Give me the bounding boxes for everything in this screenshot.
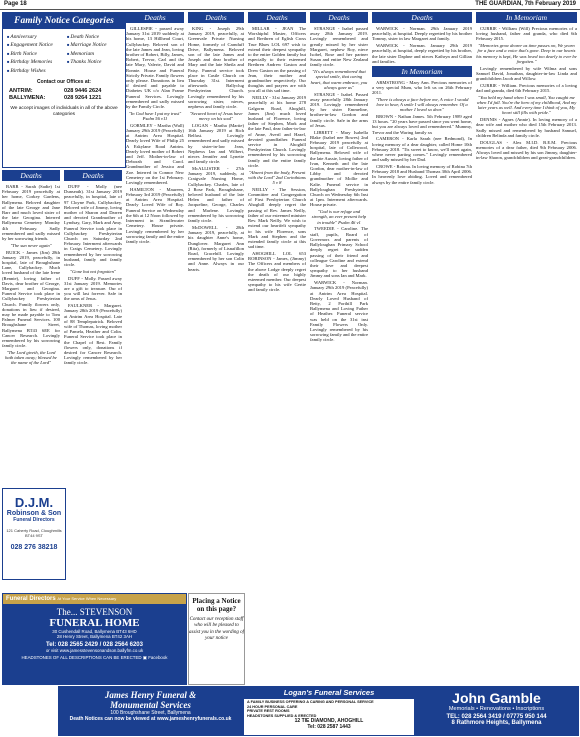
notice-mcallister: McALLISTER - 27th January 2019, suddenly, at Craigvale Nursing Home, Cullybackey. Charles, late of 2 Rose Park, Broughshane, beloved husband of the late Helen and father of Jacqueline, George, Charles and Marlene. Lovingly remembered by his sorrowing family circle. xyxy=(188,166,244,224)
ad-name-1: The... STEVENSON xyxy=(56,607,133,617)
page-number: Page 18 xyxy=(4,1,27,7)
ad-subname: Robinson & Son xyxy=(6,510,62,517)
ad-address: 100 Broughshane Street, Ballymena xyxy=(110,710,191,716)
james-henry-ad xyxy=(58,686,243,736)
notice-currie-family: Lovingly remembered by wife Wilma and sons Samuel David, Jonathan, daughter-in-law Linda and grandchildren Jacob and Willow. xyxy=(476,65,577,82)
notice-strange-2: STRANGE - Isabel. Passed away peacefully 28th January 2019. Lovingly remembered by her sister Emmeline, brother-in-law Gordon and family circle. Safe in the arms of Jesus. xyxy=(310,91,368,128)
notice-currie: CURRIE - William (Will) Precious memories of a loving husband, father and granda, who died 6th February 2015. xyxy=(476,26,577,42)
category-item: ■ Marriage Notice xyxy=(67,41,123,49)
contact-line: Contact our Offices at: xyxy=(37,79,91,86)
family-notice-categories-box xyxy=(2,12,126,168)
notice-duff-2: DUFF - Molly. Passed away 31st January 2019. Memories are a gift to treasure. Our of you will last forever. Safe in the arms of Jesus. xyxy=(64,275,122,302)
facebook-icon: ▣ xyxy=(142,654,147,660)
column-8 xyxy=(476,12,577,682)
verse: "There is always a face before me, A voice I would love to hear, A smile I will always remember. Of a mother I loved so dear." xyxy=(375,96,469,113)
notice-strange: STRANGE - Isabel passed away 28th January 2019. Lovingly remembered and greatly missed by her sister Margaret, nephew Roy, niece Isobel, Rose and her partner Susan and entire New Zealand family circle. xyxy=(310,26,368,68)
deaths-header: Deaths xyxy=(310,12,368,23)
ad-name-1: James Henry Funeral & xyxy=(104,690,197,700)
notice-librett: LIBRETT - Mary Isabella Blake (Isabel nee Bowes) 2nd February 2019 peacefully at hospital, late of Collewood, Ballymena. Beloved wife of the late Aussie, loving father of Ivan, Kenneth and the late Gordon, dear mother-in-law of Libby and devoted grandmother of Mollie and Kalie. Funeral service in Ballyloughan Presbyterian Church on Wednesday 6th Inst at 1pm. Interment afterwards. House private. xyxy=(310,129,368,208)
notice-barr: BARR - Sarah (Sadie) 1st February 2019 peacefully at her home, Corkey Gardens, Ballymena. Beloved daughter of the late George and Jane Barr and much loved sister of the late Georgina. Interred Ballymena Cemetery Monday 4th February. Sadly remembered and sadly missed by her sorrowing friends. xyxy=(2,184,60,242)
placing-title: Placing a Notice on this page? xyxy=(192,597,241,613)
category-item: ■ Thanks Notice xyxy=(67,58,123,66)
category-item: ■ Birthday Memories xyxy=(7,58,63,66)
category-list-left xyxy=(7,33,63,75)
ad-item: PRIVATE REST ROOMS xyxy=(247,709,290,714)
notice-crowe: CROWE - Robina. In loving memory of Robina 7th February 2018 and Husband Thomas 30th April 2006. In heavenly love abiding. Loved and remembered always by the entire family circle. xyxy=(372,164,472,185)
deaths-header: Deaths xyxy=(372,12,472,23)
antrim-phone: 028 9446 2624 xyxy=(64,88,102,95)
notice-cameron: CAMERON - Karla Sarah (nee Redmond), In loving memory of a dear daughter, called Home 10th February 2018. "Tis sweet to know, we'll meet again, where never parting comes." Lovingly remembered and sadly missed by her Dad. xyxy=(372,136,472,163)
deaths-header: Deaths xyxy=(248,12,306,23)
verse: "The sun never again" xyxy=(10,242,52,248)
notice-brown: BROWN - Nathan James. 5th February 1989 aged 13 hours. "20 years have passed since you went home, but you are always loved and remembered." Mummy, Trevor and the Waring family xx xyxy=(372,114,472,135)
category-item: ■ Memoriam xyxy=(67,50,123,58)
notice-warwick-3: WARWICK - Norman. January 29th 2019 peacefully, at hospital, deeply regretted by his brother, the late sister Daphne and nieces Kathryn and Gillian and families. xyxy=(372,43,472,64)
ad-subtitle: Memorials • Renovations • Inscriptions xyxy=(448,706,545,712)
notice-currie-2: CURRIE - William. Precious memories of a loving dad and granda, died 6th February 2015. xyxy=(476,82,577,94)
ad-phone: Tel: 028 2565 2429 / 028 2564 6203 xyxy=(46,641,143,648)
in-memoriam-header: In Memoriam xyxy=(476,12,577,23)
ad-footer-text: HEADSTONES OF ALL DESCRIPTIONS CAN BE ERECTED xyxy=(21,654,142,660)
deaths-header: Deaths xyxy=(2,170,60,181)
images-note: We accept images of individuals in all of the above categories xyxy=(10,106,118,117)
category-item: ■ Death Notice xyxy=(67,33,123,41)
ad-name: D.J.M. xyxy=(14,495,54,510)
verse: "It's always remembered that special smile, that caring heart, that warm embrace, you always gave us" xyxy=(310,69,368,90)
notice-millar: MILLAR - JEAN The Worshipful Master, Officers and Brethren of Eglish Cross True Blues LOL 697 wish to extend their deepest sympathy to the entire Golden family but especially to their esteemed Brethren Andrew Gaston and Drew Gaston on the passing of Jean, their mother and grandmother respectively. Our thoughts and prayers are with you all at this sad time. xyxy=(248,26,306,94)
ad-name-2: FUNERAL HOME xyxy=(49,617,140,629)
notice-faulkner: FAULKNER - Margaret. January 28th 2019 (Peacefully) at Antrim Area Hospital. Late of 88 Templepatrick. Beloved wife of Thomas, loving mother of Pamela, Heather and Colin. Funeral Service took place in the Chapel of Rest. Family flowers only, donations if desired for Cancer Research. Lovingly remembered by her family circle. xyxy=(64,303,122,366)
deaths-header: Deaths xyxy=(188,12,244,23)
ad-phone: TEL: 028 2564 3419 / 07775 950 144 xyxy=(446,714,547,720)
notice-armstrong: ARMSTRONG - Mary Ann. Precious memories of a very special Mum, who left us on 26th February 2011. xyxy=(372,79,472,96)
notice-warwick: WARWICK - Norman. January 29th 2019 (Peacefully) at Antrim Area Hospital. Dearly Loved Husband of Betty, 2 Porthill Park Ballymena and Loving Father of Heather. Funeral service was held on the 31st inst Family Flowers Only. Lovingly remembered by his sorrowing family and the entire family circle. xyxy=(310,280,368,343)
ad-address: 121 Caherty Road, Cloughmills BT44 9ST xyxy=(6,528,62,538)
verse: "Memories grow dearer as time passes on, We yearn for a face and a voice that's gone. Deep in our hearts his memory is kept, He was loved too dearly to ever be forgotten." xyxy=(476,43,577,64)
notice-king: KING - Joseph 29th January 2019, peacefully, at Greenvale Private Nursing Home, formerly of Carnduff Drive, Ballymena. Beloved son of the late James and Joseph and dear brother of Mary and the late Sheila and Patsy. Funeral service took place in Castle Church on Thursday 31st. Interment afterwards Ballyclug Presbyterian Church. Lovingly remembered by his sorrowing sister, nieces, nephews and family circle. xyxy=(188,26,244,110)
publication-date: THE GUARDIAN, 7th February 2019 xyxy=(475,1,576,7)
notice-douglas: DOUGLAS - Alex M.I.D. B.E.M. Precious memories of a dear father, died 9th February 2006. Always loved and missed by his son Jimmy, daughter-in-law Sharon, grandchildren and great-grandchildren. xyxy=(476,139,577,161)
verse: "In God have I put my trust" Psalm 56 v11 xyxy=(128,110,182,122)
verse: "Gone but not forgotten" xyxy=(70,268,116,274)
category-item: ■ Engagement Notice xyxy=(7,41,63,49)
notice-warwick-2: WARWICK - Norman. 29th January 2019 peacefully, at hospital. Deeply regretted by his brother Tommy, sister in law Margaret and family. xyxy=(372,26,472,42)
john-gamble-ad xyxy=(414,686,579,736)
facebook-label: Facebook xyxy=(148,654,168,660)
placing-body: Contact our reception staff who will be pleased to assist you in the wording of your notice xyxy=(189,617,244,642)
ad-item: 24 HOUR PERSONAL CARE xyxy=(247,704,298,709)
antrim-label: ANTRIM: xyxy=(9,88,33,95)
ad-phone: Tel: 028 2587 1443 xyxy=(307,724,351,731)
notice-gillespie: GILLESPIE - passed away January 31st 2019 suddenly at his home, 13 Hillhead Court, Cullybackey. Beloved son of the late James and Jean, loving brother of Robert, Billy, James, Robert, Trevor, Carl and the late Mary, Valerie, David and Ronnie. House and Funeral Strictly Private. Family flowers only please. Donations in lieu if desired and payable to Diabetes UK c/o Alan Frame Funeral Services. Lovingly remembered and sadly missed by the Family Circle. xyxy=(126,26,184,110)
page-header xyxy=(0,0,580,10)
deaths-header: Deaths xyxy=(64,170,122,181)
notice-buick: BUICK - James (Jim) 28th January 2019, peacefully, in hospital, late of Broughshane Lane, Cullybackey. Much loved husband of the late Irene (Rennie), loving father of Davis, dear brother of George, Margaret and Georgina. Funeral Service took place in Cullybackey Presbyterian Church. Family flowers only, donations in lieu if desired, may be made payable to Tom Palmer Funeral Services. 100 Broughshane Street, Ballymena BT43 6EE for Cancer Research. Lovingly remembered by his sorrowing family circle. xyxy=(2,249,60,349)
ad-address: 8 Rathmore Heights, Ballymena xyxy=(451,720,542,726)
notice-tweedie: TWEEDIE - Caroline. The staff, pupils, Board of Governors and parents of Ballyloughan Primary School deeply regret the sudden passing of their friend and colleague Caroline and extend their love and deepest sympathy to her husband Jimmy and sons Ian and Mark. xyxy=(310,226,368,279)
ad-website: Death Notices can now be viewed at www.jameshenryfunerals.co.uk xyxy=(69,716,232,722)
djm-robinson-ad xyxy=(2,488,66,580)
verse: "Secured heart of Jesus have mercy on his soul" xyxy=(189,110,243,122)
ad-footer xyxy=(3,655,186,661)
category-list-right xyxy=(67,33,123,67)
column-6 xyxy=(310,12,368,682)
phone-grid xyxy=(9,88,119,102)
logans-funeral-ad xyxy=(243,686,415,736)
ad-website: or visit www.jamesstevensonandson.ballyfm.co.uk xyxy=(45,647,144,653)
ad-banner xyxy=(3,594,186,604)
placing-notice-box xyxy=(188,593,245,685)
ad-address: 12 TIE DIAMOND, AHOGHILL xyxy=(294,718,364,725)
column-4 xyxy=(188,12,244,590)
notice-logan: LOGAN - Martha (Martie) 16th January 2019 at Rich Belfast. Lovingly remembered and sadly missed by sister-in-law Jean, Nephews Ian and Wilbert, nieces Jennifer and Lynette and family circle. xyxy=(188,122,244,165)
verse: "Absent from the body, Present with the Lord" 2nd Corinthians 5 v 8 xyxy=(248,169,306,186)
notice-neilly: NEILLY - 31st January 2019 peacefully at his home 278 Galgorm Road, Ahoghill, James (Jim) much loved husband of Florence, loving father of Stephen, Mark and the late Paul, dear father-in-law of Anne, Averil and Hazel, devoted grandfather. Funeral service in Ahoghill Presbyterian Church. Lovingly remembered by his sorrowing family and the entire family circle. xyxy=(248,95,306,168)
deaths-header: Deaths xyxy=(126,12,184,23)
verse: "The Lord giveth, the Lord hath taken away; blessed be the name of the Lord" xyxy=(5,350,57,366)
category-item: ■ Birthday Wishes xyxy=(7,67,63,75)
ad-title: Logan's Funeral Services xyxy=(244,687,414,699)
ad-name: John Gamble xyxy=(452,690,541,706)
ad-address-1: 30 Cushendall Road, Ballymena BT43 6HD xyxy=(52,629,137,634)
ballymena-phone: 028 9264 1221 xyxy=(64,95,102,102)
column-7 xyxy=(372,12,472,682)
ad-banner-sub: At Your Service When Necessary xyxy=(57,596,117,601)
in-memoriam-header: In Memoriam xyxy=(372,66,472,77)
category-item: ■ Birth Notice xyxy=(7,50,63,58)
ballymena-label: BALLYMENA: xyxy=(9,95,46,102)
column-2 xyxy=(64,170,122,590)
ad-item: HEADSTONES SUPPLIED & ERECTED xyxy=(247,713,317,718)
ad-address-2: 28 Henry Street, Ballymena BT42 3AH xyxy=(56,634,133,640)
notice-gormley: GORMLEY - Martha (Wall) January 29th 2019 (Peacefully) at Antrim Area Hospital. Dearly loved Wife of Philip 25 A Eskylane Road Antrim. Dearly loved mother of Robert and Jeff. Mother-in-law of Deborah and Carol. Grandmother of Jessica and Zoe. Interred in Connor New Cemetery on the 1st February. Lovingly remembered. xyxy=(126,122,184,186)
verse: "God is our refuge and strength, an ever present help in trouble" Psalm 46 v1 xyxy=(311,209,367,225)
ad-banner-text: Funeral Directors xyxy=(6,596,56,602)
stevenson-funeral-ad xyxy=(2,593,187,685)
notice-robinson: AHOGHILL LOL 653 ROBINSON - James, (Jimmy) The Officers and members of the above Lodge deeply regret the death of our highly esteemed member. Our deepest sympathy to his wife Gertie and family circle. xyxy=(248,250,306,293)
notice-duff: DUFF - Molly (nee Dunseath). 31st January 2019 peacefully, in hospital, late of 97 Cloyne Park, Cullybackey. Beloved wife of Jimmy, loving mother of Sharon and Darren and devoted Grandmother of Lyndsay, Gary, Mark and Amy. Funeral Service took place in Cullybackey Presbyterian Church on Saturday 2nd February. Interment afterwards in Craigs Cemetery. Lovingly remembered by her sorrowing husband, family and family circle. xyxy=(64,184,122,268)
ad-name-2: Monumental Services xyxy=(110,700,191,710)
column-1 xyxy=(2,170,60,486)
ad-subname-2: Funeral Directors xyxy=(13,517,55,523)
notice-hamilton: HAMILTON - Maureen, February 3rd 2019 (Peacefully) at Antrim Area Hospital. Dearly Loved Wife of Roy. Funeral Service on Wednesday the 6th at 12 Noon followed by Interment in Sixmilewater Cemetery. House private. Lovingly remembered by her sorrowing family and the entire family circle. xyxy=(126,186,184,244)
notice-neilly-2: NEILLY - The Session, Committee and Congregation of First Presbyterian Church Ahoghill deeply regret the passing of Rev. James Neilly, father of our esteemed minister Rev. Mark Neilly. We wish to extend our heartfelt sympathy to his wife Florence, sons Mark and Stephen and the extended family circle at this sad time. xyxy=(248,186,306,250)
ad-item: A FAMILY BUSINESS OFFERING A CARING AND PERSONAL SERVICE xyxy=(247,700,374,704)
category-item: ■ Anniversary xyxy=(7,33,63,41)
ad-items xyxy=(247,700,414,718)
column-3 xyxy=(126,12,184,590)
ad-phone: 028 276 38218 xyxy=(10,544,58,551)
box-title: Family Notice Categories xyxy=(3,13,125,29)
verse: "You held my hand when I was small, You caught me when I'd fall. You're the hero of my childhood, And my later years as well. And every time I think of you, My heart still fills with pride." xyxy=(476,94,577,116)
notice-dennis: DENNIS - Agnes (Annie). In loving memory of a dear wife and mother who died 15th February 2013. Sadly missed and remembered by husband Samuel, children Belinda and family circle. xyxy=(476,117,577,138)
notice-mcdowell: McDOWELL - 28th January 2019, peacefully, at his daughter Anne's home, Dunglover. Margaret Ann (Rita), formerly of Lisnafillon Road, Gracehill. Lovingly remembered by her son Colin and Anne. Always in our hearts. xyxy=(188,224,244,272)
column-5 xyxy=(248,12,306,682)
